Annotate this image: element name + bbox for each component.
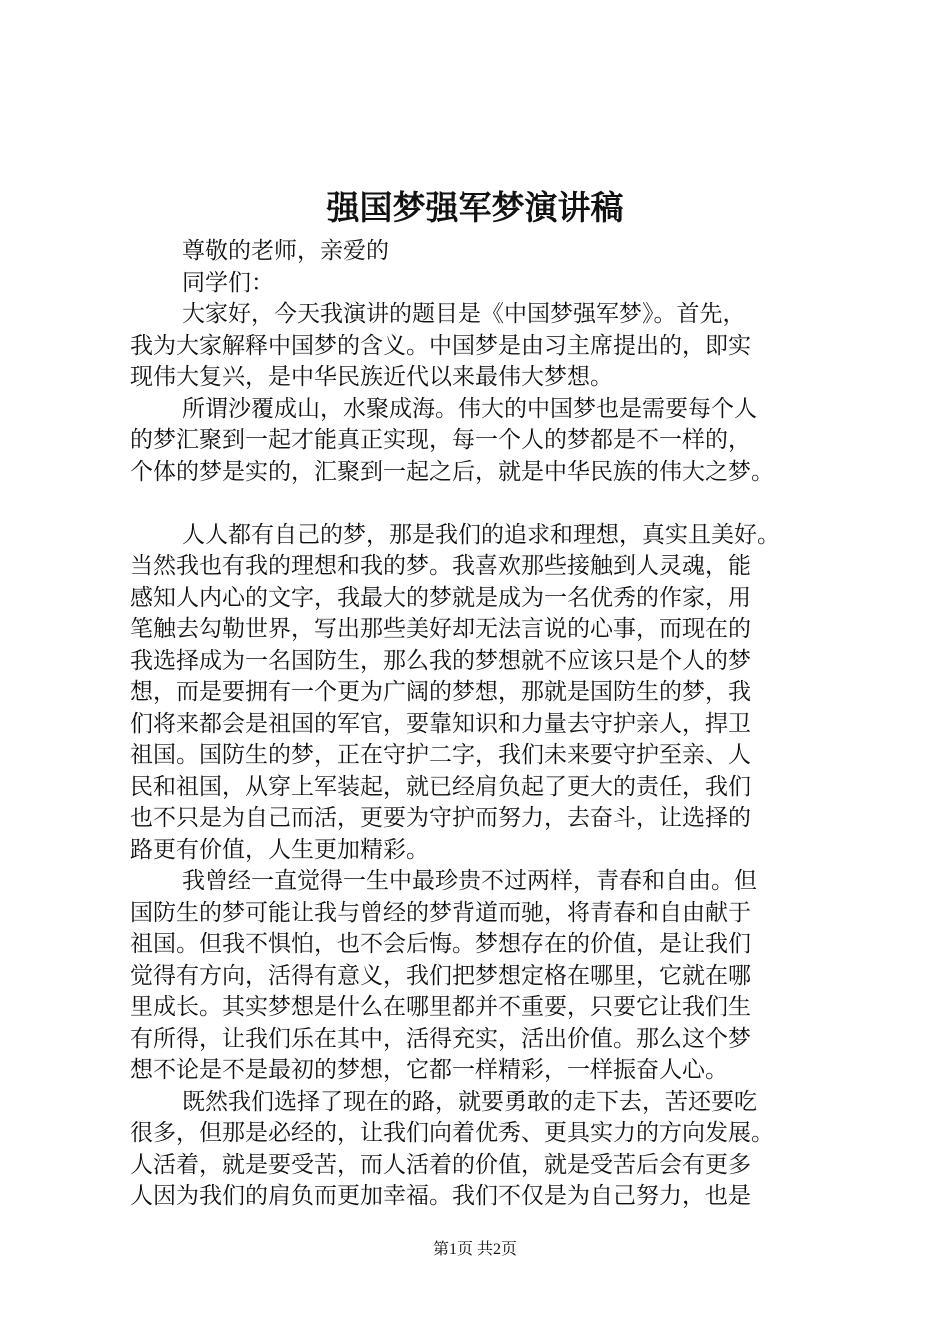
text-line: 祖国。但我不惧怕，也不会后悔。梦想存在的价值，是让我们 [130,931,751,957]
text-line: 同学们： [182,269,274,296]
text-line: 既然我们选择了现在的路，就要勇敢的走下去，苦还要吃 [182,1088,757,1115]
text-line: 人因为我们的肩负而更加幸福。我们不仅是为自己努力，也是 [130,1183,751,1209]
text-line: 大家好，今天我演讲的题目是《中国梦强军梦》。首先， [182,301,746,327]
text-line: 想不论是不是最初的梦想，它都一样精彩，一样振奋人心。 [130,1057,728,1083]
text-line: 国防生的梦可能让我与曾经的梦背道而驰，将青春和自由献于 [130,899,751,926]
paragraph-gap [130,488,845,520]
text-line: 民和祖国，从穿上军装起，就已经肩负起了更大的责任，我们 [130,773,751,800]
text-line: 当然我也有我的理想和我的梦。我喜欢那些接触到人灵魂，能 [130,553,751,579]
text-line: 想，而是要拥有一个更为广阔的梦想，那就是国防生的梦，我 [130,679,751,705]
text-line: 现伟大复兴，是中华民族近代以来最伟大梦想。 [130,364,613,390]
text-line: 人活着，就是要受苦，而人活着的价值，就是受苦后会有更多 [130,1151,751,1178]
text-line: 也不只是为自己而活，更要为守护而努力，去奋斗，让选择的 [130,805,751,831]
text-line: 祖国。国防生的梦，正在守护二字，我们未来要守护至亲、人 [130,742,751,768]
page-footer: 第1页 共2页 [432,1241,517,1258]
text-line: 我为大家解释中国梦的含义。中国梦是由习主席提出的，即实 [130,332,751,359]
document-title: 强国梦强军梦演讲稿 [326,188,624,227]
text-line: 的梦汇聚到一起才能真正实现，每一个人的梦都是不一样的， [130,427,751,453]
text-line: 笔触去勾勒世界，写出那些美好却无法言说的心事，而现在的 [130,616,751,642]
text-line: 个体的梦是实的，汇聚到一起之后，就是中华民族的伟大之梦。 [130,458,774,485]
text-line: 里成长。其实梦想是什么在哪里都并不重要，只要它让我们生 [130,994,751,1020]
text-line: 们将来都会是祖国的军官，要靠知识和力量去守护亲人，捍卫 [130,710,751,737]
text-line: 路更有价值，人生更加精彩。 [130,836,429,863]
text-line: 我曾经一直觉得一生中最珍贵不过两样，青春和自由。但 [182,868,757,894]
text-line: 所谓沙覆成山，水聚成海。伟大的中国梦也是需要每个人 [182,395,757,422]
text-line: 我选择成为一名国防生，那么我的梦想就不应该只是个人的梦 [130,647,751,674]
text-line: 人人都有自己的梦，那是我们的追求和理想，真实且美好。 [182,521,780,548]
text-line: 很多，但那是必经的，让我们向着优秀、更具实力的方向发展。 [130,1120,774,1146]
text-line: 感知人内心的文字，我最大的梦就是成为一名优秀的作家，用 [130,584,751,611]
text-line: 尊敬的老师，亲爱的 [182,238,389,264]
text-line: 觉得有方向，活得有意义，我们把梦想定格在哪里，它就在哪 [130,962,751,989]
document-body [130,236,845,1213]
text-line: 有所得，让我们乐在其中，活得充实，活出价值。那么这个梦 [130,1025,751,1052]
